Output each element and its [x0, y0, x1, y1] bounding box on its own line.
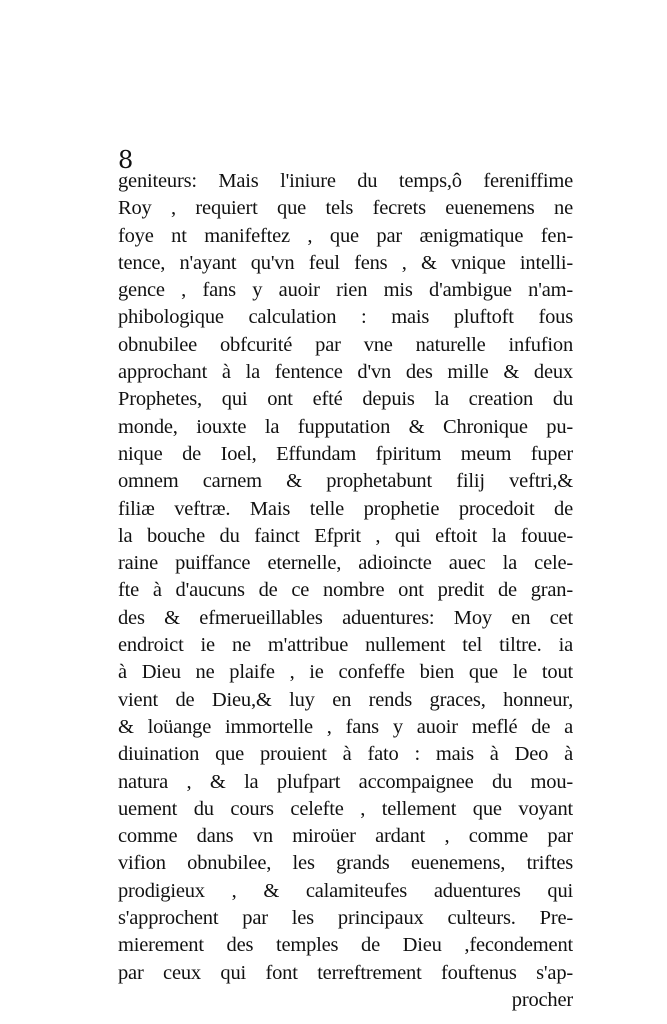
text-line: omnem carnem & prophetabunt filij veftri,& [118, 470, 573, 493]
text-line: Prophetes, qui ont efté depuis la creation du [118, 388, 573, 411]
text-line: phibologique calculation : mais pluftoft fous [118, 306, 573, 329]
text-line: prodigieux , & calamiteufes aduentures qui [118, 879, 573, 902]
text-line: foye nt manifeftez , que par ænigmatique fen- [118, 224, 573, 247]
text-line: gence , fans y auoir rien mis d'ambigue n'am- [118, 279, 573, 302]
page-number: 8 [118, 146, 134, 174]
text-line: à Dieu ne plaife , ie confeffe bien que le tout [118, 661, 573, 684]
text-line: approchant à la fentence d'vn des mille & deux [118, 361, 573, 384]
text-line: geniteurs: Mais l'iniure du temps,ô fereniffime [118, 170, 573, 192]
text-line: vifion obnubilee, les grands euenemens, triftes [118, 852, 573, 875]
text-line: uement du cours celefte , tellement que voyant [118, 797, 573, 820]
text-line: s'approchent par les principaux culteurs. Pre- [118, 907, 573, 930]
text-line: vient de Dieu,& luy en rends graces, honneur, [118, 688, 573, 711]
text-line: & loüange immortelle , fans y auoir meflé de a [118, 715, 573, 738]
text-line: mierement des temples de Dieu ,fecondement [118, 934, 573, 957]
text-line: natura , & la plufpart accompaignee du mou- [118, 770, 573, 793]
text-line: Roy , requiert que tels fecrets euenemens ne [118, 197, 573, 220]
text-line: raine puiffance eternelle, adioincte auec la cele- [118, 552, 573, 575]
text-line: comme dans vn miroüer ardant , comme par [118, 825, 573, 848]
text-line: monde, iouxte la fupputation & Chronique pu- [118, 415, 573, 438]
text-line: par ceux qui font terreftrement fouftenus s'ap- [118, 961, 573, 984]
text-line: diuination que prouient à fato : mais à Deo à [118, 743, 573, 766]
catchword: procher [511, 988, 573, 1011]
text-line: obnubilee obfcurité par vne naturelle infufion [118, 333, 573, 356]
text-line: filiæ veftræ. Mais telle prophetie procedoit de [118, 497, 573, 520]
text-line: fte à d'aucuns de ce nombre ont predit de gran- [118, 579, 573, 602]
text-line: des & efmerueillables aduentures: Moy en cet [118, 606, 573, 629]
body-text [118, 168, 573, 1014]
text-line: nique de Ioel, Effundam fpiritum meum fuper [118, 442, 573, 465]
text-line: tence, n'ayant qu'vn feul fens , & vnique intelli- [118, 251, 573, 274]
text-line: endroict ie ne m'attribue nullement tel tiltre. ia [118, 634, 573, 657]
text-line: la bouche du fainct Efprit , qui eftoit la fouue- [118, 524, 573, 547]
